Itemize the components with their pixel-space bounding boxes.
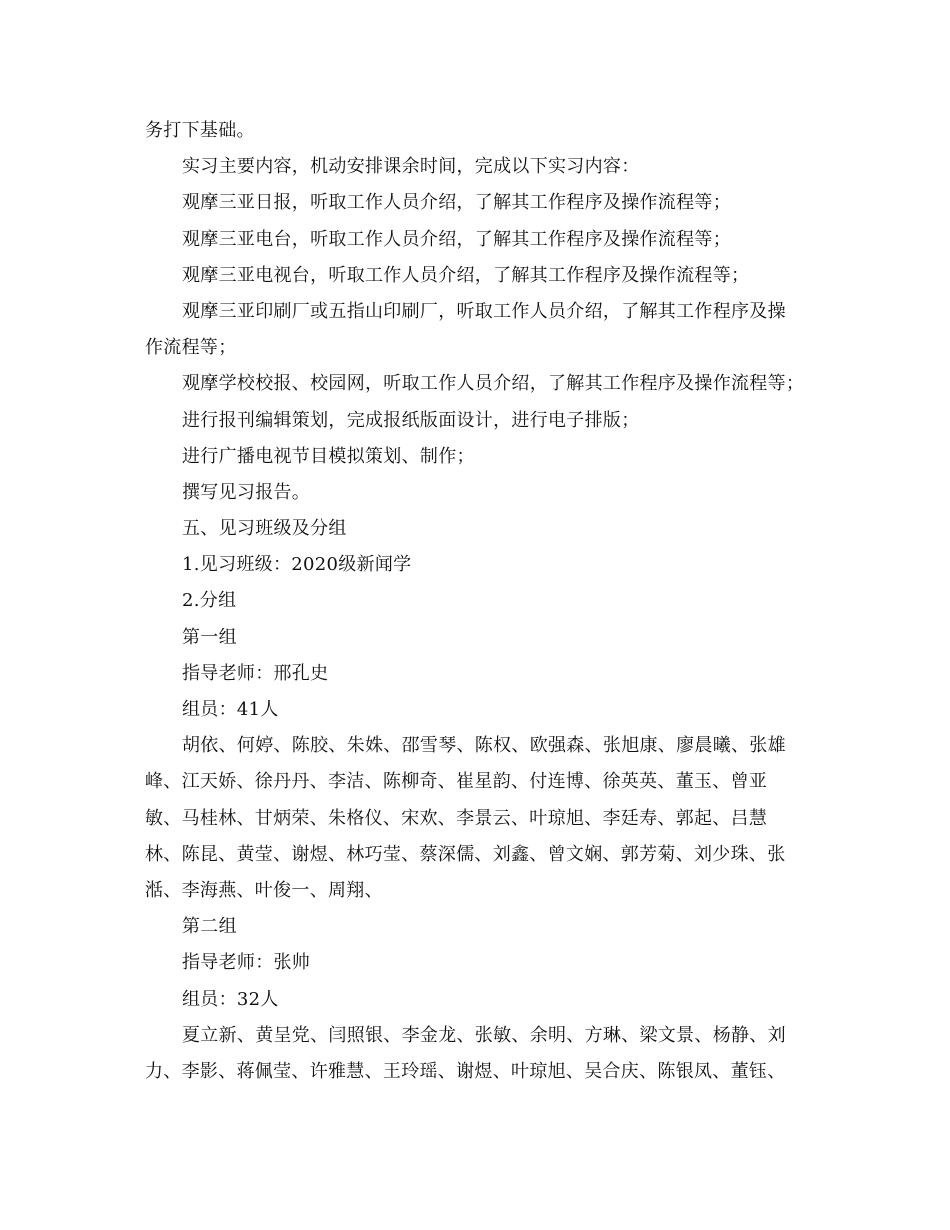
member-list-line: 力、李影、蒋佩莹、许雅慧、王玲瑶、谢煜、叶琼旭、吴合庆、陈银凤、董钰、: [145, 1060, 786, 1082]
group-advisor: 指导老师：张帅: [182, 952, 311, 974]
text-line: 实习主要内容，机动安排课余时间，完成以下实习内容：: [182, 156, 640, 178]
text-line: 进行报刊编辑策划，完成报纸版面设计，进行电子排版；: [182, 409, 640, 431]
section-heading: 五、见习班级及分组: [182, 518, 347, 540]
text-line: 观摩三亚电视台，听取工作人员介绍，了解其工作程序及操作流程等；: [182, 264, 750, 286]
document-page: [145, 113, 810, 1090]
text-line: 务打下基础。: [145, 120, 255, 141]
text-line: 2.分组: [182, 590, 237, 612]
member-list-line: 敏、马桂林、甘炳荣、朱格仪、宋欢、李景云、叶琼旭、李廷寿、郭起、吕慧: [145, 807, 768, 829]
text-line: 观摩学校校报、校园网，听取工作人员介绍，了解其工作程序及操作流程等；: [182, 373, 805, 395]
member-list-line: 峰、江天娇、徐丹丹、李洁、陈柳奇、崔星韵、付连博、徐英英、董玉、曾亚: [145, 771, 768, 793]
text-line: 撰写见习报告。: [182, 481, 311, 503]
member-list-line: 夏立新、黄呈党、闫照银、李金龙、张敏、余明、方琳、梁文景、杨静、刘: [182, 1024, 786, 1046]
text-line: 观摩三亚日报，听取工作人员介绍，了解其工作程序及操作流程等；: [182, 192, 731, 214]
group-member-count: 组员：32人: [182, 988, 279, 1010]
group-advisor: 指导老师：邢孔史: [182, 662, 329, 684]
member-list-line: 胡依、何婷、陈胶、朱姝、邵雪琴、陈权、欧强森、张旭康、廖晨曦、张雄: [182, 735, 786, 757]
text-line: 作流程等；: [145, 337, 237, 359]
text-line: 1.见习班级：2020级新闻学: [182, 554, 412, 576]
text-line: 观摩三亚电台，听取工作人员介绍，了解其工作程序及操作流程等；: [182, 228, 731, 250]
group-title: 第二组: [182, 916, 237, 938]
group-title: 第一组: [182, 626, 237, 648]
member-list-line: 湉、李海燕、叶俊一、周翔、: [145, 879, 383, 901]
member-list-line: 林、陈昆、黄莹、谢煜、林巧莹、蔡深儒、刘鑫、曾文娴、郭芳菊、刘少珠、张: [145, 843, 786, 865]
group-member-count: 组员：41人: [182, 699, 279, 720]
text-line: 进行广播电视节目模拟策划、制作；: [182, 445, 475, 467]
text-line: 观摩三亚印刷厂或五指山印刷厂，听取工作人员介绍，了解其工作程序及操: [182, 300, 786, 322]
